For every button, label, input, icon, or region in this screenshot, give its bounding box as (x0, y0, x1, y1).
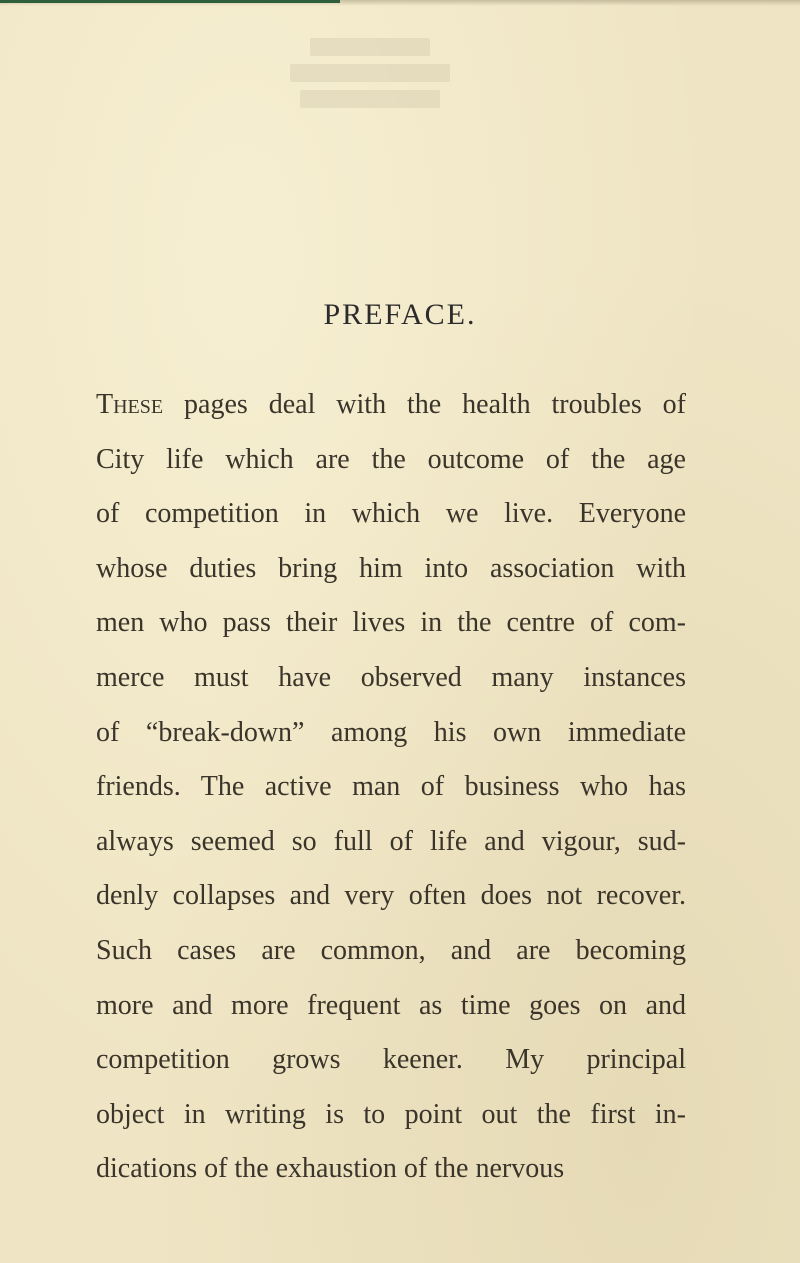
paragraph-line: merce must have observed many instances (96, 661, 686, 693)
paragraph-line: These pages deal with the health troubles of (96, 389, 686, 420)
paragraph-line: more and more frequent as time goes on and (96, 989, 686, 1021)
paragraph-line: of “break-down” among his own immediate (96, 716, 686, 748)
paragraph-line: whose duties bring him into association with (96, 552, 686, 584)
paragraph-line: competition grows keener. My principal (96, 1044, 686, 1076)
paragraph-line: men who pass their lives in the centre of com- (96, 607, 686, 639)
paragraph-line: City life which are the outcome of the age (96, 443, 686, 475)
paragraph-line: denly collapses and very often does not recover. (96, 880, 686, 912)
paragraph-line: always seemed so full of life and vigour, sud- (96, 825, 686, 857)
page-top-rule (0, 0, 340, 3)
preface-paragraph (96, 378, 686, 1197)
paragraph-line: Such cases are common, and are becoming (96, 934, 686, 966)
paragraph-line: dications of the exhaustion of the nervous (96, 1153, 565, 1185)
paragraph-line: friends. The active man of business who has (96, 771, 686, 803)
paragraph-line: object in writing is to point out the first in- (96, 1098, 686, 1130)
show-through-text (250, 30, 510, 110)
opening-word: These (96, 389, 164, 420)
paragraph-line: of competition in which we live. Everyone (96, 498, 686, 530)
page-title: PREFACE. (323, 298, 477, 331)
